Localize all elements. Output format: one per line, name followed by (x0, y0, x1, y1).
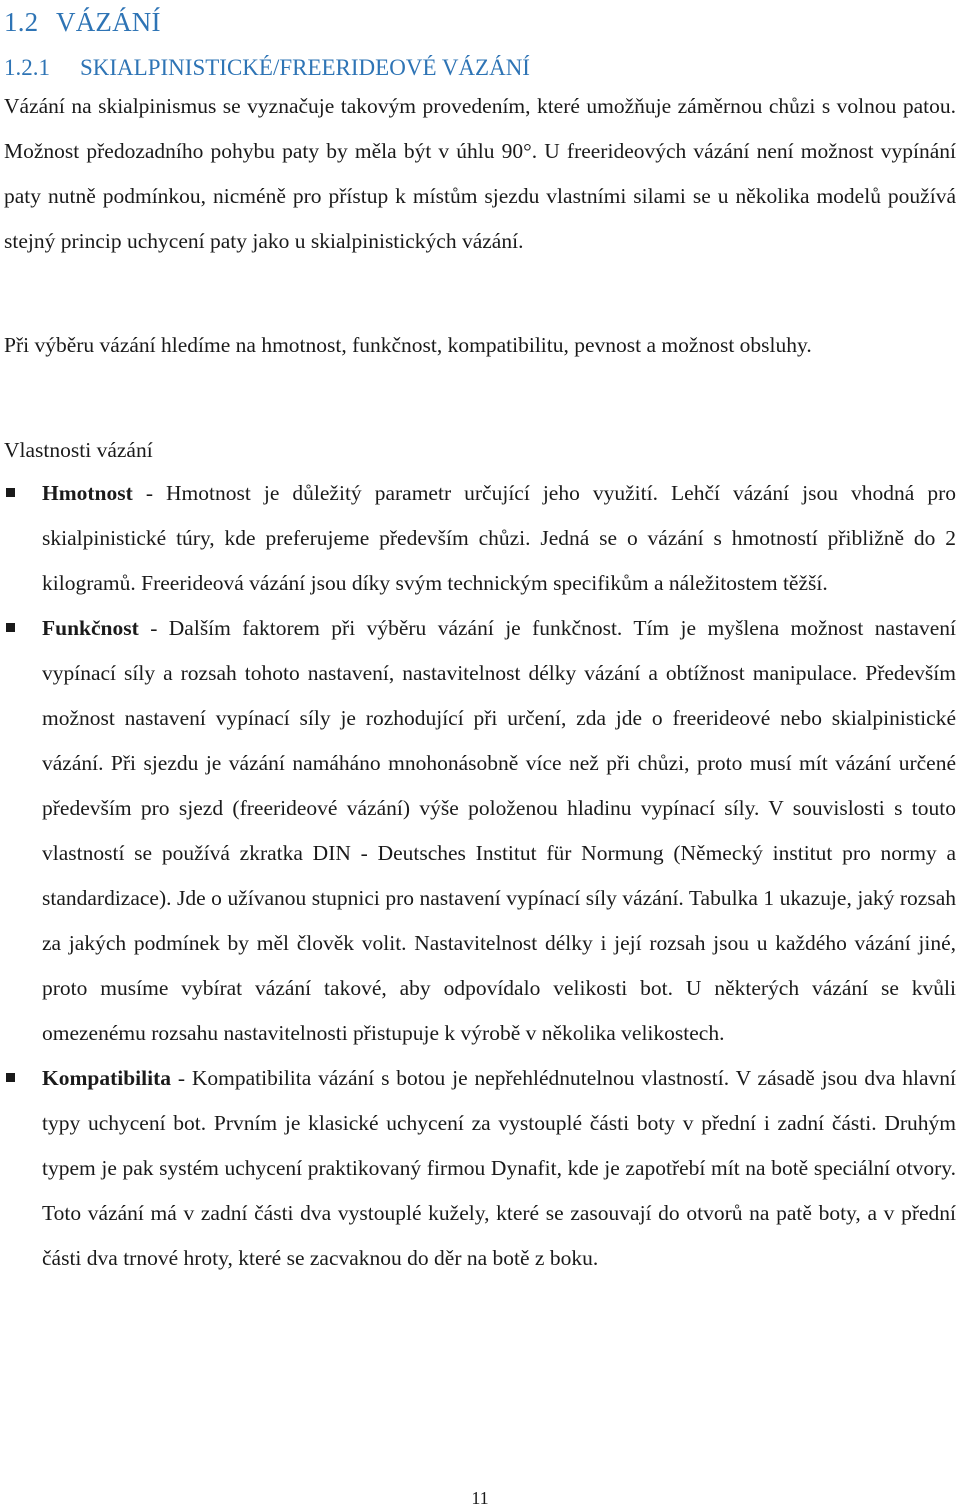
selection-paragraph: Při výběru vázání hledíme na hmotnost, funkčnost, kompatibilitu, pevnost a možnost obsluhy. (4, 333, 812, 357)
property-term: Funkčnost (42, 616, 139, 640)
section-heading (4, 4, 161, 40)
property-term: Kompatibilita (42, 1066, 172, 1090)
properties-subheading: Vlastnosti vázání (4, 438, 153, 462)
intro-paragraph: Vázání na skialpinismus se vyznačuje takovým provedením, které umožňuje záměrnou chůzi s volnou patou. Možnost předozadního pohybu paty by měla být v úhlu 90°. U freerideových vázání není možnost vypínání paty nutně podmínkou, nicméně pro přístup k místům sjezdu vlastními silami se u několika modelů používá stejný princip uchycení paty jako u skialpinistických vázání. (4, 94, 956, 253)
property-text: - Kompatibilita vázání s botou je nepřehlédnutelnou vlastností. V zásadě jsou dva hlavní typy uchycení bot. Prvním je klasické uchycení za vystouplé části boty v přední i zadní části. Druhým typem je pak systém uchycení praktikovaný firmou Dynafit, kde je zapotřebí mít na botě speciální otvory. Toto vázání má v zadní části dva vystouplé kužely, které se zasouvají do otvorů na patě boty, a v přední části dva trnové hroty, které se zacvaknou do děr na botě z boku. (42, 1066, 956, 1270)
property-term: Hmotnost (42, 481, 133, 505)
list-item-weight (0, 471, 960, 606)
subsection-heading (4, 52, 530, 84)
square-bullet-icon (6, 623, 15, 632)
page-number: 11 (471, 1488, 489, 1508)
subsection-number: 1.2.1 (4, 55, 50, 80)
square-bullet-icon (6, 488, 15, 497)
property-text: - Dalším faktorem při výběru vázání je funkčnost. Tím je myšlena možnost nastavení vypínací síly a rozsah tohoto nastavení, nastavitelnost délky vázání a obtížnost manipulace. Především možnost nastavení vypínací síly je rozhodující při určení, zda jde o freerideové nebo skialpinistické vázání. Při sjezdu je vázání namáháno mnohonásobně více než při chůzi, proto musí mít vázání určené především pro sjezd (freerideové vázání) výše položenou hladinu vypínací síly. V souvislosti s touto vlastností se používá zkratka DIN - Deutsches Institut für Normung (Německý institut pro normy a standardizace). Jde o užívanou stupnici pro nastavení vypínací síly vázání. Tabulka 1 ukazuje, jaký rozsah za jakých podmínek by měl člověk volit. Nastavitelnost délky i její rozsah jsou u každého vázání jiné, proto musíme vybírat vázání takové, aby odpovídalo velikosti bot. U některých vázání se kvůli omezenému rozsahu nastavitelnosti přistupuje k výrobě v několika velikostech. (42, 616, 956, 1045)
list-item-compatibility (0, 1056, 960, 1281)
property-text: - Hmotnost je důležitý parametr určující jeho využití. Lehčí vázání jsou vhodná pro skialpinistické túry, kde preferujeme především chůzi. Jedná se o vázání s hmotností přibližně do 2 kilogramů. Freerideová vázání jsou díky svým technickým specifikům a náležitostem těžší. (42, 481, 956, 595)
section-title: VÁZÁNÍ (56, 7, 161, 37)
list-item-function (0, 606, 960, 1056)
section-number: 1.2 (4, 7, 39, 37)
subsection-title: SKIALPINISTICKÉ/FREERIDEOVÉ VÁZÁNÍ (80, 55, 530, 80)
properties-list (0, 471, 960, 1281)
square-bullet-icon (6, 1073, 15, 1082)
